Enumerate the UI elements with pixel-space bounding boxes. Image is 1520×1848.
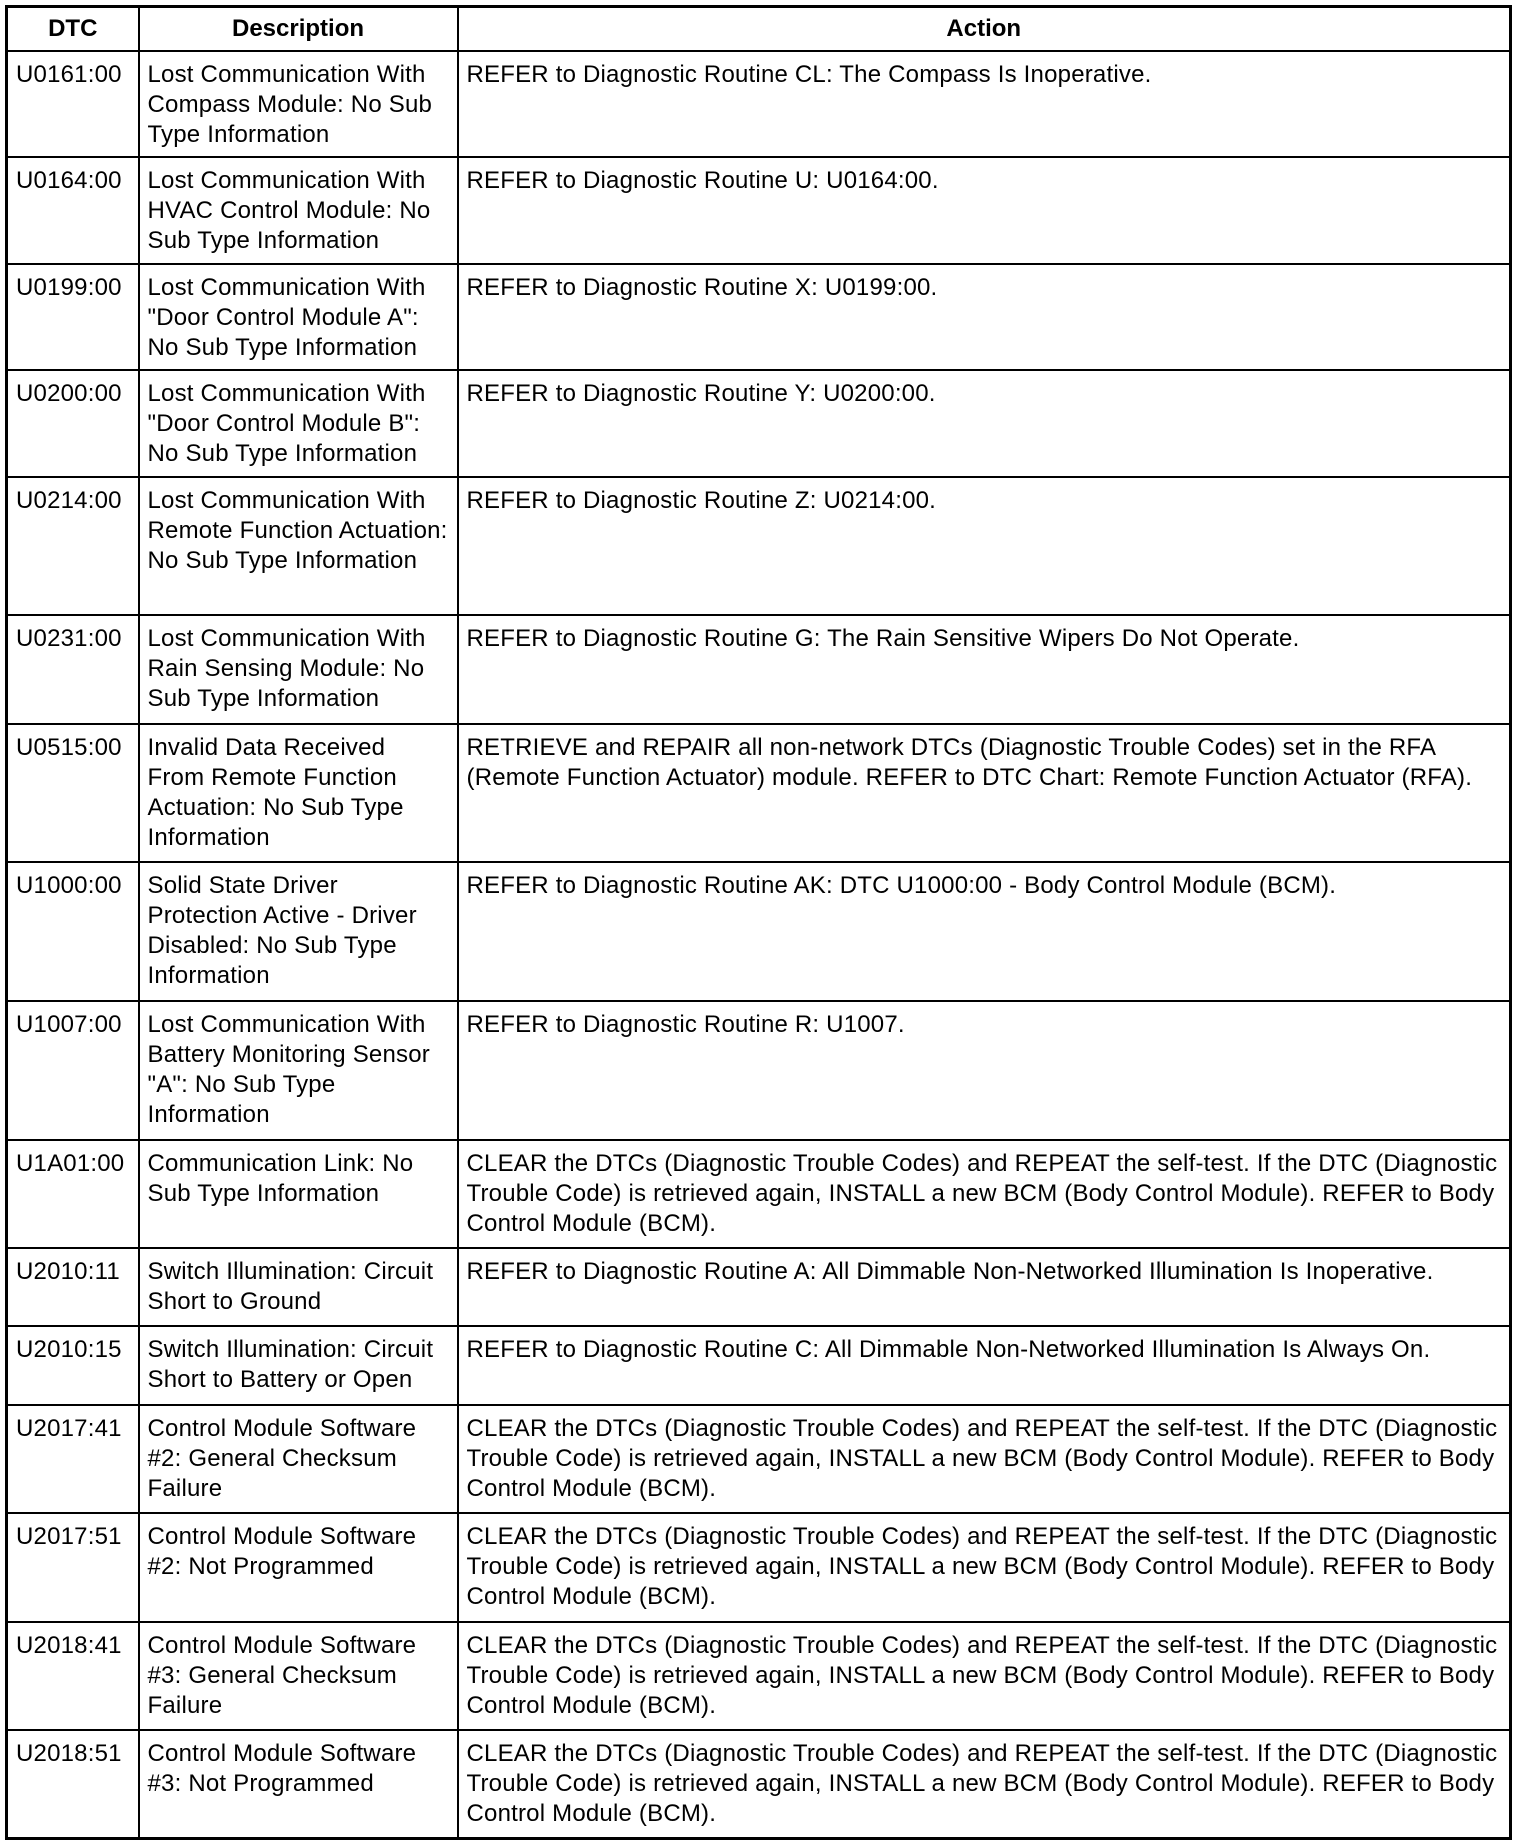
dtc-action: REFER to Diagnostic Routine Y: U0200:00.	[458, 370, 1511, 476]
dtc-code: U1007:00	[7, 1001, 139, 1140]
dtc-action: REFER to Diagnostic Routine C: All Dimmable Non-Networked Illumination Is Always On.	[458, 1326, 1511, 1404]
dtc-code: U2018:51	[7, 1730, 139, 1839]
dtc-code: U0161:00	[7, 51, 139, 157]
dtc-action: REFER to Diagnostic Routine G: The Rain Sensitive Wipers Do Not Operate.	[458, 615, 1511, 723]
dtc-code: U2010:15	[7, 1326, 139, 1404]
dtc-code: U0515:00	[7, 724, 139, 863]
dtc-description: Lost Communication With Compass Module: No Sub Type Information	[139, 51, 458, 157]
table-row	[7, 1326, 1511, 1404]
dtc-description: Lost Communication With HVAC Control Module: No Sub Type Information	[139, 157, 458, 263]
dtc-code: U1A01:00	[7, 1140, 139, 1248]
dtc-code: U0199:00	[7, 264, 139, 370]
dtc-description: Control Module Software #3: General Checksum Failure	[139, 1622, 458, 1730]
header-dtc: DTC	[7, 7, 139, 52]
dtc-action: REFER to Diagnostic Routine X: U0199:00.	[458, 264, 1511, 370]
dtc-code: U0164:00	[7, 157, 139, 263]
dtc-description: Control Module Software #3: Not Programmed	[139, 1730, 458, 1839]
dtc-action: REFER to Diagnostic Routine AK: DTC U1000:00 - Body Control Module (BCM).	[458, 862, 1511, 1001]
dtc-code: U2018:41	[7, 1622, 139, 1730]
table-row	[7, 157, 1511, 263]
dtc-action: CLEAR the DTCs (Diagnostic Trouble Codes) and REPEAT the self-test. If the DTC (Diagnostic Trouble Code) is retrieved again, INSTALL a new BCM (Body Control Module). REFER to Body Control Module (BCM).	[458, 1730, 1511, 1839]
table-row	[7, 1730, 1511, 1839]
dtc-description: Switch Illumination: Circuit Short to Ground	[139, 1248, 458, 1326]
dtc-description: Solid State Driver Protection Active - Driver Disabled: No Sub Type Information	[139, 862, 458, 1001]
dtc-code: U0214:00	[7, 477, 139, 616]
table-row	[7, 370, 1511, 476]
dtc-action: CLEAR the DTCs (Diagnostic Trouble Codes) and REPEAT the self-test. If the DTC (Diagnostic Trouble Code) is retrieved again, INSTALL a new BCM (Body Control Module). REFER to Body Control Module (BCM).	[458, 1622, 1511, 1730]
table-row	[7, 615, 1511, 723]
dtc-code: U0231:00	[7, 615, 139, 723]
table-body	[7, 51, 1511, 1839]
dtc-description: Invalid Data Received From Remote Function Actuation: No Sub Type Information	[139, 724, 458, 863]
table-row	[7, 1622, 1511, 1730]
table-row	[7, 1405, 1511, 1513]
header-action: Action	[458, 7, 1511, 52]
dtc-description: Communication Link: No Sub Type Information	[139, 1140, 458, 1248]
dtc-action: CLEAR the DTCs (Diagnostic Trouble Codes) and REPEAT the self-test. If the DTC (Diagnostic Trouble Code) is retrieved again, INSTALL a new BCM (Body Control Module). REFER to Body Control Module (BCM).	[458, 1405, 1511, 1513]
table-row	[7, 477, 1511, 616]
dtc-action: CLEAR the DTCs (Diagnostic Trouble Codes) and REPEAT the self-test. If the DTC (Diagnostic Trouble Code) is retrieved again, INSTALL a new BCM (Body Control Module). REFER to Body Control Module (BCM).	[458, 1140, 1511, 1248]
dtc-description: Lost Communication With "Door Control Module B": No Sub Type Information	[139, 370, 458, 476]
table-row	[7, 1001, 1511, 1140]
header-description: Description	[139, 7, 458, 52]
dtc-action: REFER to Diagnostic Routine A: All Dimmable Non-Networked Illumination Is Inoperative.	[458, 1248, 1511, 1326]
dtc-action: REFER to Diagnostic Routine CL: The Compass Is Inoperative.	[458, 51, 1511, 157]
dtc-action: REFER to Diagnostic Routine U: U0164:00.	[458, 157, 1511, 263]
dtc-code: U0200:00	[7, 370, 139, 476]
header-row	[7, 7, 1511, 52]
table-row	[7, 1140, 1511, 1248]
dtc-action: CLEAR the DTCs (Diagnostic Trouble Codes) and REPEAT the self-test. If the DTC (Diagnostic Trouble Code) is retrieved again, INSTALL a new BCM (Body Control Module). REFER to Body Control Module (BCM).	[458, 1513, 1511, 1621]
dtc-code: U1000:00	[7, 862, 139, 1001]
dtc-code: U2017:51	[7, 1513, 139, 1621]
dtc-code: U2017:41	[7, 1405, 139, 1513]
table-row	[7, 1513, 1511, 1621]
dtc-description: Control Module Software #2: General Checksum Failure	[139, 1405, 458, 1513]
dtc-action: REFER to Diagnostic Routine R: U1007.	[458, 1001, 1511, 1140]
dtc-description: Switch Illumination: Circuit Short to Battery or Open	[139, 1326, 458, 1404]
table-row	[7, 724, 1511, 863]
dtc-description: Lost Communication With "Door Control Module A": No Sub Type Information	[139, 264, 458, 370]
table-header	[7, 7, 1511, 52]
dtc-action: REFER to Diagnostic Routine Z: U0214:00.	[458, 477, 1511, 616]
dtc-table	[5, 5, 1512, 1840]
table-row	[7, 862, 1511, 1001]
dtc-code: U2010:11	[7, 1248, 139, 1326]
dtc-description: Control Module Software #2: Not Programmed	[139, 1513, 458, 1621]
table-row	[7, 51, 1511, 157]
table-row	[7, 264, 1511, 370]
dtc-description: Lost Communication With Battery Monitoring Sensor "A": No Sub Type Information	[139, 1001, 458, 1140]
dtc-description: Lost Communication With Rain Sensing Module: No Sub Type Information	[139, 615, 458, 723]
dtc-action: RETRIEVE and REPAIR all non-network DTCs (Diagnostic Trouble Codes) set in the RFA (Remote Function Actuator) module. REFER to DTC Chart: Remote Function Actuator (RFA).	[458, 724, 1511, 863]
table-row	[7, 1248, 1511, 1326]
dtc-description: Lost Communication With Remote Function Actuation: No Sub Type Information	[139, 477, 458, 616]
